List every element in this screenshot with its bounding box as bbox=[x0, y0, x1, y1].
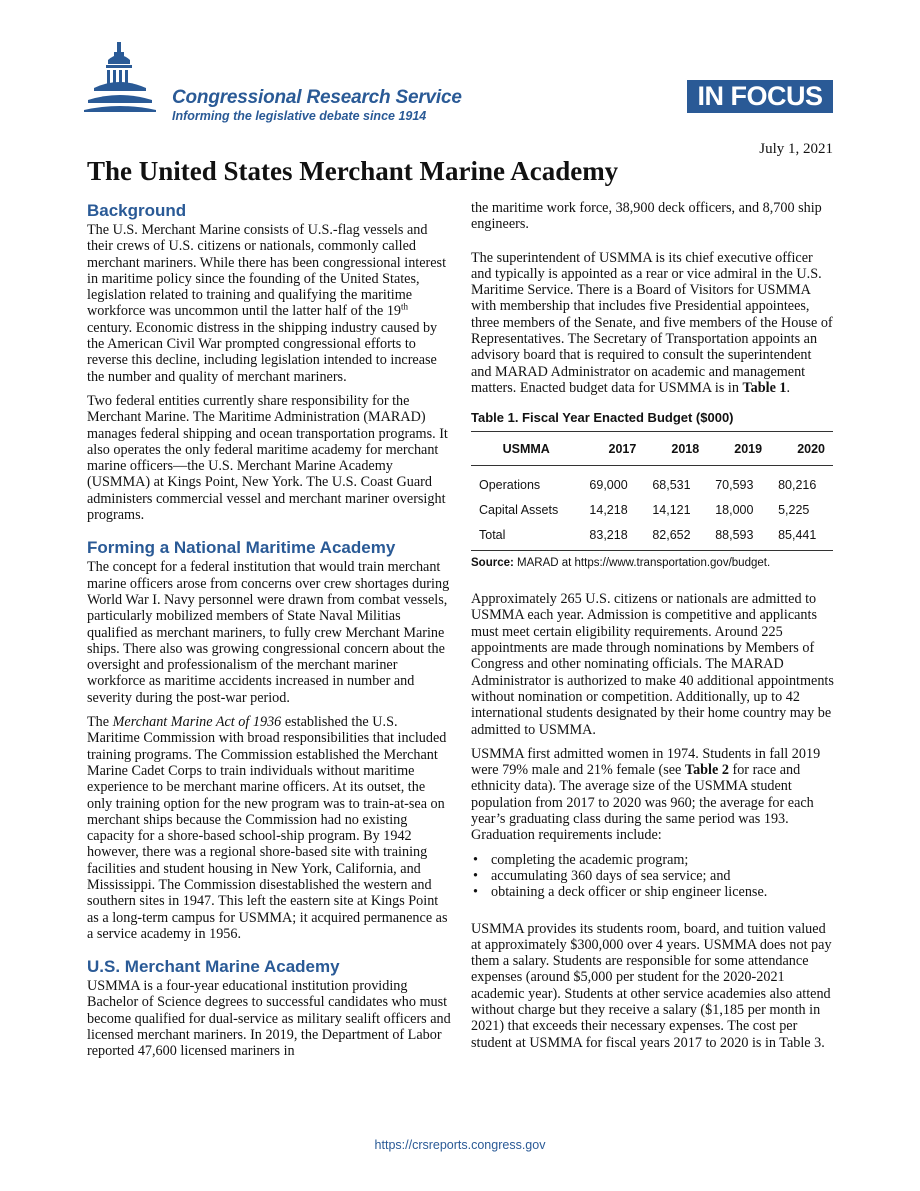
table-row bbox=[471, 523, 833, 551]
table-row bbox=[471, 498, 833, 523]
table-cell: 85,441 bbox=[770, 523, 833, 551]
table-cell: 88,593 bbox=[707, 523, 770, 551]
admissions-paragraph-1: Approximately 265 U.S. citizens or nationals are admitted to USMMA each year. Admission is competitive and applicants must meet certain eligibility requirements. Around 225 appointments are made through nominations by Members of Congress and other nominating officials. The MARAD Administrator is authorized to make 40 additional appointments without nomination or competition. Additionally, up to 42 international students designated by their home country may be admitted to USMMA. bbox=[471, 591, 834, 738]
act-title: Merchant Marine Act of 1936 bbox=[112, 714, 282, 731]
table-header-cell: 2018 bbox=[644, 431, 707, 465]
table-1-caption: Table 1. Fiscal Year Enacted Budget ($000) bbox=[471, 410, 734, 426]
left-column bbox=[87, 200, 451, 1068]
section-heading-background: Background bbox=[87, 201, 187, 220]
table-cell: 69,000 bbox=[589, 478, 628, 493]
table-cell: Capital Assets bbox=[479, 503, 559, 518]
crs-logo bbox=[80, 38, 500, 128]
table-cell: 83,218 bbox=[581, 523, 644, 551]
table-header-row bbox=[471, 431, 833, 465]
list-item: • completing the academic program; bbox=[471, 852, 835, 868]
table-header-cell: 2020 bbox=[770, 431, 833, 465]
table-header-cell: USMMA bbox=[471, 431, 581, 465]
admissions-paragraph-3: USMMA provides its students room, board, and tuition valued at approximately $300,000 over 4 years. USMMA does not pay them a salary. Students are responsible for some attendance expenses (around $5,000 per student for the 2020-2021 academic year). Students at other service academies also attend without charge but they receive a salary ($1,185 per month in 2021) that exceeds their necessary expenses. The cost per student at USMMA for fiscal years 2017 to 2020 is in Table 3. bbox=[471, 920, 832, 1051]
list-item: • accumulating 360 days of sea service; and bbox=[471, 868, 835, 884]
list-item: • obtaining a deck officer or ship engineer license. bbox=[471, 884, 835, 900]
table-cell: 68,531 bbox=[652, 478, 691, 493]
graduation-requirements-list bbox=[471, 852, 835, 901]
usmma-paragraph-1-start: USMMA is a four-year educational institution providing Bachelor of Science degrees to successful candidates who must become qualified for dual-service as military sealift officers and licensed merchant mariners. In 2019, the Department of Labor reported 47,600 licensed mariners in bbox=[87, 978, 451, 1060]
table-cell: 82,652 bbox=[644, 523, 707, 551]
table-cell: 14,218 bbox=[589, 503, 628, 518]
forming-paragraph-2: The Merchant Marine Act of 1936 established the U.S. Maritime Commission with broad responsibilities that included training programs. The Commission established the Merchant Marine Cadet Corps to train individuals without maritime experience to be merchant marine officers. At its outset, the only training option for the new program was to train-at-sea on merchant ships because the Commission had no existing capacity for a shore-based school-ship program. By 1942 however, there was a regional shore-based site with training facilities and student housing in New York, California, and Mississippi. The Commission disestablished the western and southern sites in 1947. This left the eastern site at Kings Point as a long-term campus for USMMA; it acquired permanence as a service academy in 1956. bbox=[87, 714, 448, 942]
capitol-dome-icon bbox=[80, 38, 170, 118]
table-header-cell: 2017 bbox=[581, 431, 644, 465]
table-cell: Total bbox=[471, 523, 581, 551]
section-heading-usmma: U.S. Merchant Marine Academy bbox=[87, 957, 340, 977]
table-header-cell: 2019 bbox=[707, 431, 770, 465]
budget-table bbox=[471, 431, 833, 551]
table-cell: 5,225 bbox=[778, 503, 810, 518]
table-cell: Operations bbox=[479, 478, 541, 493]
table-cell: 80,216 bbox=[778, 478, 817, 493]
org-name: Congressional Research Service bbox=[172, 87, 462, 108]
background-paragraph-1: The U.S. Merchant Marine consists of U.S.-flag vessels and their crews of U.S. citizens or nationals, commonly called merchant mariners. While there has been congressional interest in maritime policy since the founding of the United States, legislation related to training and qualifying the maritime workforce was uncommon until the latter half of the 19th century. Economic distress in the shipping industry caused by the American Civil War prompted congressional efforts to reverse this decline, including legislation intended to increase the number and quality of merchant mariners. bbox=[87, 222, 447, 385]
table-cell: 14,121 bbox=[652, 503, 691, 518]
footer-link[interactable]: https://crsreports.congress.gov bbox=[374, 1138, 546, 1152]
usmma-paragraph-1-end: the maritime work force, 38,900 deck officers, and 8,700 ship engineers. bbox=[471, 200, 822, 233]
section-heading-forming: Forming a National Maritime Academy bbox=[87, 538, 396, 558]
right-column bbox=[471, 200, 835, 1059]
org-tagline: Informing the legislative debate since 1914 bbox=[172, 109, 427, 123]
page-title: The United States Merchant Marine Academy bbox=[87, 156, 619, 186]
background-paragraph-2: Two federal entities currently share responsibility for the Merchant Marine. The Maritime Administration (MARAD) manages federal shipping and ocean transportation programs. It also operates the only federal maritime academy for merchant marine officers—the U.S. Merchant Marine Academy (USMMA) at Kings Point, New York. The U.S. Coast Guard administers commercial vessel and merchant mariner oversight programs. bbox=[87, 392, 448, 524]
table-2-ref: Table 2 bbox=[684, 762, 729, 779]
table-cell: 70,593 bbox=[715, 478, 754, 493]
table-source: Source: MARAD at https://www.transportation.gov/budget. bbox=[471, 556, 771, 569]
table-cell: 18,000 bbox=[715, 503, 754, 518]
forming-paragraph-1: The concept for a federal institution that would train merchant marine officers arose from concerns over crew shortages during World War I. Navy personnel were drawn from combat vessels, particularly mobilized members of State Naval Militias qualified as merchant mariners, to fully crew Merchant Marine ships. There also was growing congressional concern about the oversight and professionalism of the merchant mariner workforce as maritime accidents increased in number and severity during the post-war period. bbox=[87, 559, 450, 706]
table-1-ref: Table 1 bbox=[742, 379, 787, 396]
in-focus-badge: IN FOCUS bbox=[687, 80, 833, 113]
table-row bbox=[471, 465, 833, 498]
admissions-paragraph-2: USMMA first admitted women in 1974. Students in fall 2019 were 79% male and 21% female (see Table 2 for race and ethnicity data). The average size of the USMMA student population from 2017 to 2020 was 960; the average for each year’s graduating class during the same period was 193. Graduation requirements include: bbox=[471, 745, 821, 844]
publication-date: July 1, 2021 bbox=[759, 141, 833, 157]
usmma-paragraph-2: The superintendent of USMMA is its chief executive officer and typically is appointed as a rear or vice admiral in the U.S. Maritime Service. There is a Board of Visitors for USMMA with membership that includes five Presidential appointees, three members of the Senate, and five members of the House of Representatives. The Secretary of Transportation appoints an advisory board that is required to consult the superintendent and MARAD Administrator on academic and management matters. Enacted budget data for USMMA is in Table 1. bbox=[471, 249, 833, 396]
